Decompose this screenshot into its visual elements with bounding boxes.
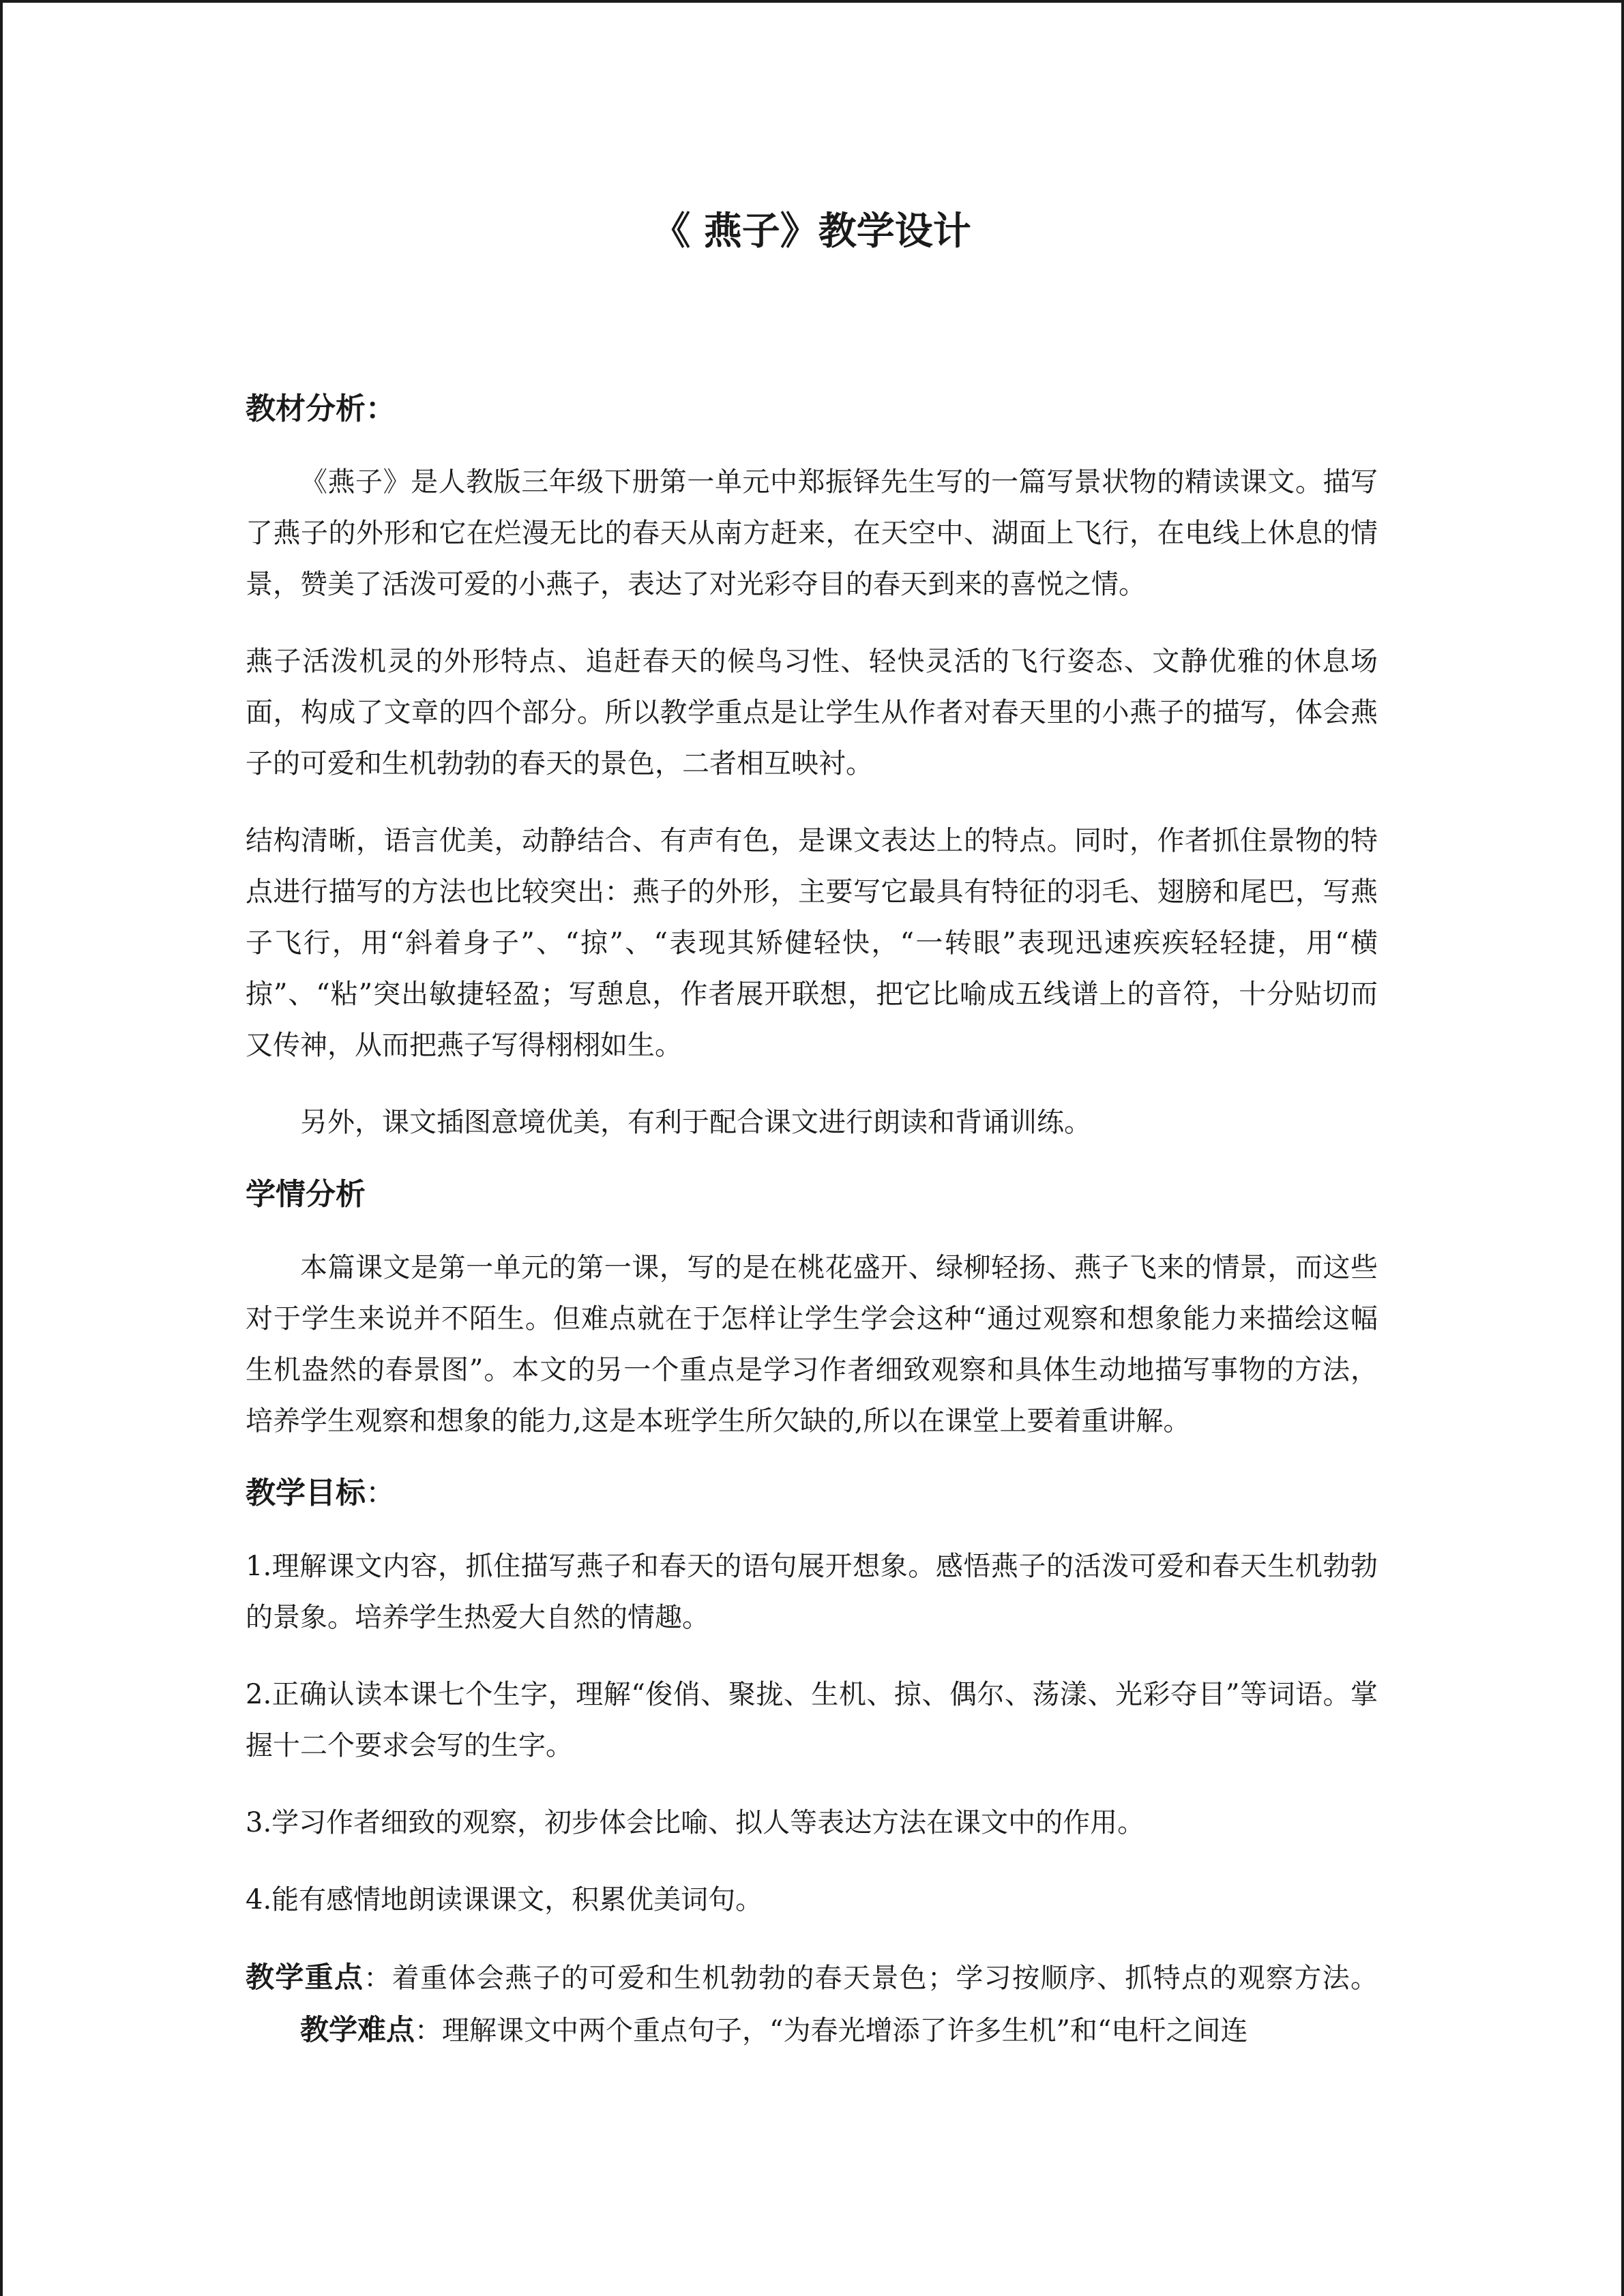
teaching-goal-item: 2.正确认读本课七个生字，理解“俊俏、聚拢、生机、掠、偶尔、荡漾、光彩夺目”等词语。掌握十二个要求会写的生字。: [246, 1679, 1378, 1761]
difficulty-label: 教学难点: [300, 2013, 415, 2046]
teaching-goal-item: 4.能有感情地朗读课课文，积累优美词句。: [246, 1884, 763, 1915]
student-analysis-heading: 学情分析: [246, 1177, 366, 1212]
section-student-analysis: [246, 1174, 1378, 1447]
teaching-goals-heading-label: 教学目标: [246, 1476, 366, 1510]
document-body: [246, 205, 1378, 2083]
teaching-goals-heading-colon: ：: [366, 1476, 396, 1510]
difficulty-text: ：理解课文中两个重点句子，“为春光增添了许多生机”和“电杆之间连: [415, 2015, 1248, 2046]
material-analysis-paragraph: 另外，课文插图意境优美，有利于配合课文进行朗读和背诵训练。: [300, 1107, 1091, 1138]
page-border-left: [0, 0, 3, 2296]
material-analysis-paragraph: 结构清晰，语言优美，动静结合、有声有色，是课文表达上的特点。同时，作者抓住景物的特点进行描写的方法也比较突出：燕子的外形，主要写它最具有特征的羽毛、翅膀和尾巴，写燕子飞行，用“斜着身子”、“掠”、“表现其矫健轻快，“一转眼”表现迅速疾疾轻轻捷，用“横掠”、“粘”突出敏捷轻盈；写憩息，作者展开联想，把它比喻成五线谱上的音符，十分贴切而又传神，从而把燕子写得栩栩如生。: [246, 825, 1378, 1061]
section-teaching-goals: [246, 1473, 1378, 1926]
material-analysis-heading: 教材分析：: [246, 391, 396, 426]
teaching-goal-item: 3.学习作者细致的观察，初步体会比喻、拟人等表达方法在课文中的作用。: [246, 1807, 1145, 1838]
material-analysis-paragraph: 燕子活泼机灵的外形特点、追赶春天的候鸟习性、轻快灵活的飞行姿态、文静优雅的休息场面，构成了文章的四个部分。所以教学重点是让学生从作者对春天里的小燕子的描写，体会燕子的可爱和生机勃勃的春天的景色，二者相互映衬。: [246, 646, 1378, 779]
section-material-analysis: [246, 389, 1378, 1148]
page-border-top: [0, 0, 1624, 3]
key-points-text: ：着重体会燕子的可爱和生机勃勃的春天景色；学习按顺序、抓特点的观察方法。: [364, 1963, 1378, 1994]
material-analysis-paragraph: 《燕子》是人教版三年级下册第一单元中郑振铎先生写的一篇写景状物的精读课文。描写了燕子的外形和它在烂漫无比的春天从南方赶来，在天空中、湖面上飞行，在电线上休息的情景，赞美了活泼可爱的小燕子，表达了对光彩夺目的春天到来的喜悦之情。: [246, 466, 1378, 600]
key-points-label: 教学重点: [246, 1960, 364, 1994]
key-points-paragraph: [246, 1952, 1378, 2057]
document-title: 《 燕子》教学设计: [652, 209, 971, 254]
page-border-right: [1621, 0, 1624, 2296]
teaching-goals-heading: [246, 1473, 1378, 1514]
teaching-goal-item: 1.理解课文内容，抓住描写燕子和春天的语句展开想象。感悟燕子的活泼可爱和春天生机勃勃的景象。培养学生热爱大自然的情趣。: [246, 1551, 1378, 1633]
student-analysis-paragraph: 本篇课文是第一单元的第一课，写的是在桃花盛开、绿柳轻扬、燕子飞来的情景，而这些对于学生来说并不陌生。但难点就在于怎样让学生学会这种“通过观察和想象能力来描绘这幅生机盎然的春景图”。本文的另一个重点是学习作者细致观察和具体生动地描写事物的方法，培养学生观察和想象的能力,这是本班学生所欠缺的,所以在课堂上要着重讲解。: [246, 1252, 1378, 1437]
